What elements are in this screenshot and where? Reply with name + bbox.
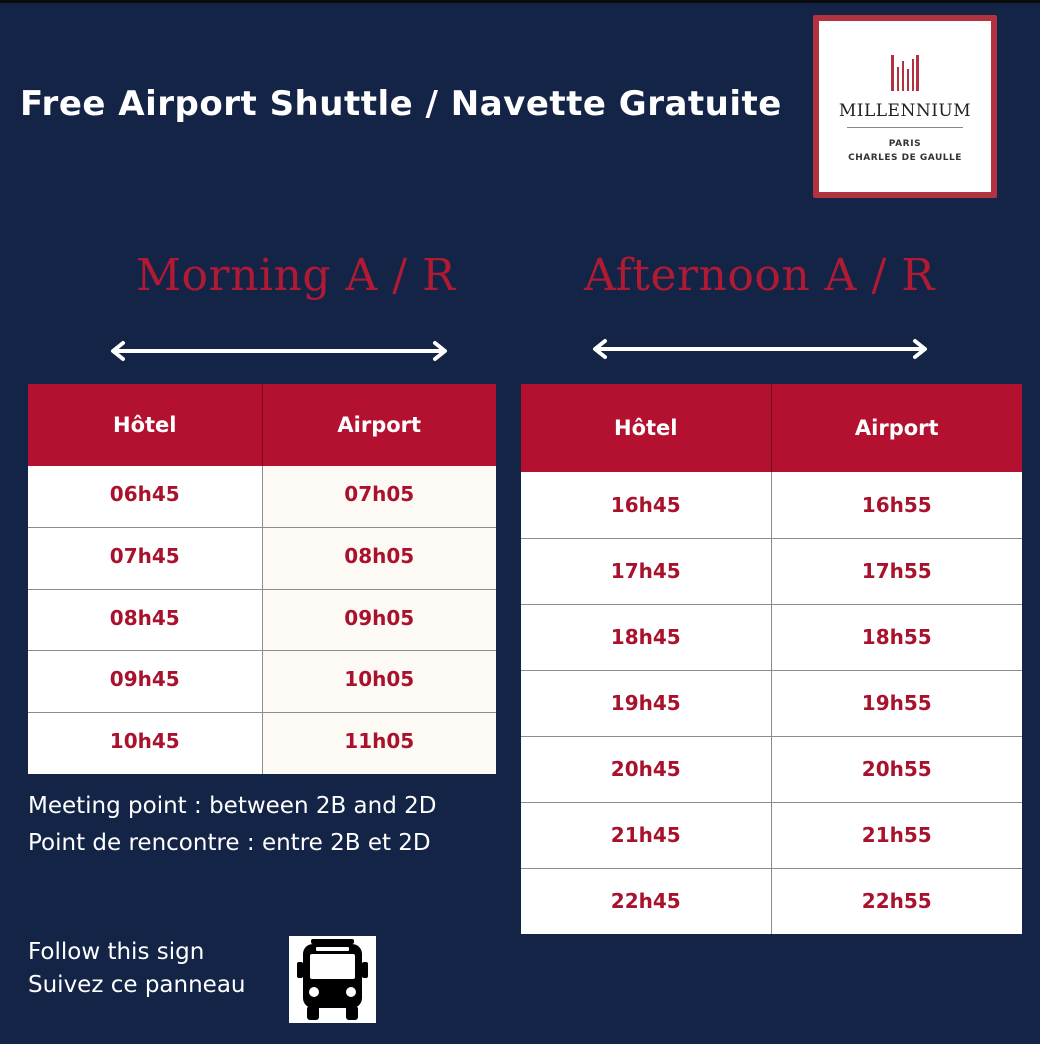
airport-departure-time: 08h05 bbox=[262, 528, 496, 590]
meeting-point-english: Meeting point : between 2B and 2D bbox=[28, 793, 437, 819]
bus-sign bbox=[289, 936, 376, 1023]
page-title: Free Airport Shuttle / Navette Gratuite bbox=[20, 84, 782, 124]
column-header-airport: Airport bbox=[771, 384, 1022, 472]
morning-double-arrow-icon bbox=[108, 340, 450, 362]
morning-heading: Morning A / R bbox=[136, 250, 456, 301]
afternoon-heading: Afternoon A / R bbox=[584, 250, 935, 301]
airport-departure-time: 16h55 bbox=[771, 472, 1022, 538]
logo-location: CHARLES DE GAULLE bbox=[848, 153, 962, 163]
table-row bbox=[28, 466, 496, 528]
afternoon-schedule-table bbox=[521, 384, 1022, 934]
airport-departure-time: 19h55 bbox=[771, 670, 1022, 736]
hotel-departure-time: 06h45 bbox=[28, 466, 262, 528]
hotel-departure-time: 19h45 bbox=[521, 670, 771, 736]
table-row bbox=[28, 589, 496, 651]
logo-city: PARIS bbox=[888, 139, 922, 149]
table-row bbox=[521, 670, 1022, 736]
airport-departure-time: 20h55 bbox=[771, 736, 1022, 802]
table-row bbox=[521, 538, 1022, 604]
table-row bbox=[521, 802, 1022, 868]
hotel-departure-time: 18h45 bbox=[521, 604, 771, 670]
column-header-hotel: Hôtel bbox=[521, 384, 771, 472]
follow-sign-info bbox=[28, 936, 246, 1002]
hotel-departure-time: 16h45 bbox=[521, 472, 771, 538]
airport-departure-time: 09h05 bbox=[262, 589, 496, 651]
hotel-departure-time: 17h45 bbox=[521, 538, 771, 604]
table-header-row bbox=[521, 384, 1022, 472]
airport-departure-time: 10h05 bbox=[262, 651, 496, 713]
hotel-departure-time: 10h45 bbox=[28, 712, 262, 774]
airport-departure-time: 22h55 bbox=[771, 868, 1022, 934]
table-row bbox=[521, 736, 1022, 802]
hotel-departure-time: 21h45 bbox=[521, 802, 771, 868]
top-border bbox=[0, 0, 1040, 3]
airport-departure-time: 11h05 bbox=[262, 712, 496, 774]
hotel-departure-time: 09h45 bbox=[28, 651, 262, 713]
column-header-hotel: Hôtel bbox=[28, 384, 262, 466]
airport-departure-time: 21h55 bbox=[771, 802, 1022, 868]
morning-schedule-table bbox=[28, 384, 496, 774]
hotel-departure-time: 07h45 bbox=[28, 528, 262, 590]
logo-divider bbox=[847, 127, 963, 128]
table-row bbox=[28, 712, 496, 774]
bus-icon bbox=[289, 936, 376, 1023]
afternoon-double-arrow-icon bbox=[590, 338, 930, 360]
airport-departure-time: 18h55 bbox=[771, 604, 1022, 670]
hotel-departure-time: 20h45 bbox=[521, 736, 771, 802]
hotel-departure-time: 08h45 bbox=[28, 589, 262, 651]
millennium-logo bbox=[813, 15, 997, 198]
table-row bbox=[521, 604, 1022, 670]
table-row bbox=[521, 868, 1022, 934]
follow-sign-english: Follow this sign bbox=[28, 939, 205, 965]
follow-sign-french: Suivez ce panneau bbox=[28, 972, 246, 998]
airport-departure-time: 17h55 bbox=[771, 538, 1022, 604]
meeting-point-info bbox=[28, 788, 437, 862]
column-header-airport: Airport bbox=[262, 384, 496, 466]
table-row bbox=[521, 472, 1022, 538]
meeting-point-french: Point de rencontre : entre 2B et 2D bbox=[28, 830, 431, 856]
table-row bbox=[28, 651, 496, 713]
logo-bars-icon bbox=[891, 55, 919, 91]
logo-brand: MILLENNIUM bbox=[838, 101, 972, 121]
hotel-departure-time: 22h45 bbox=[521, 868, 771, 934]
table-header-row bbox=[28, 384, 496, 466]
airport-departure-time: 07h05 bbox=[262, 466, 496, 528]
table-row bbox=[28, 528, 496, 590]
